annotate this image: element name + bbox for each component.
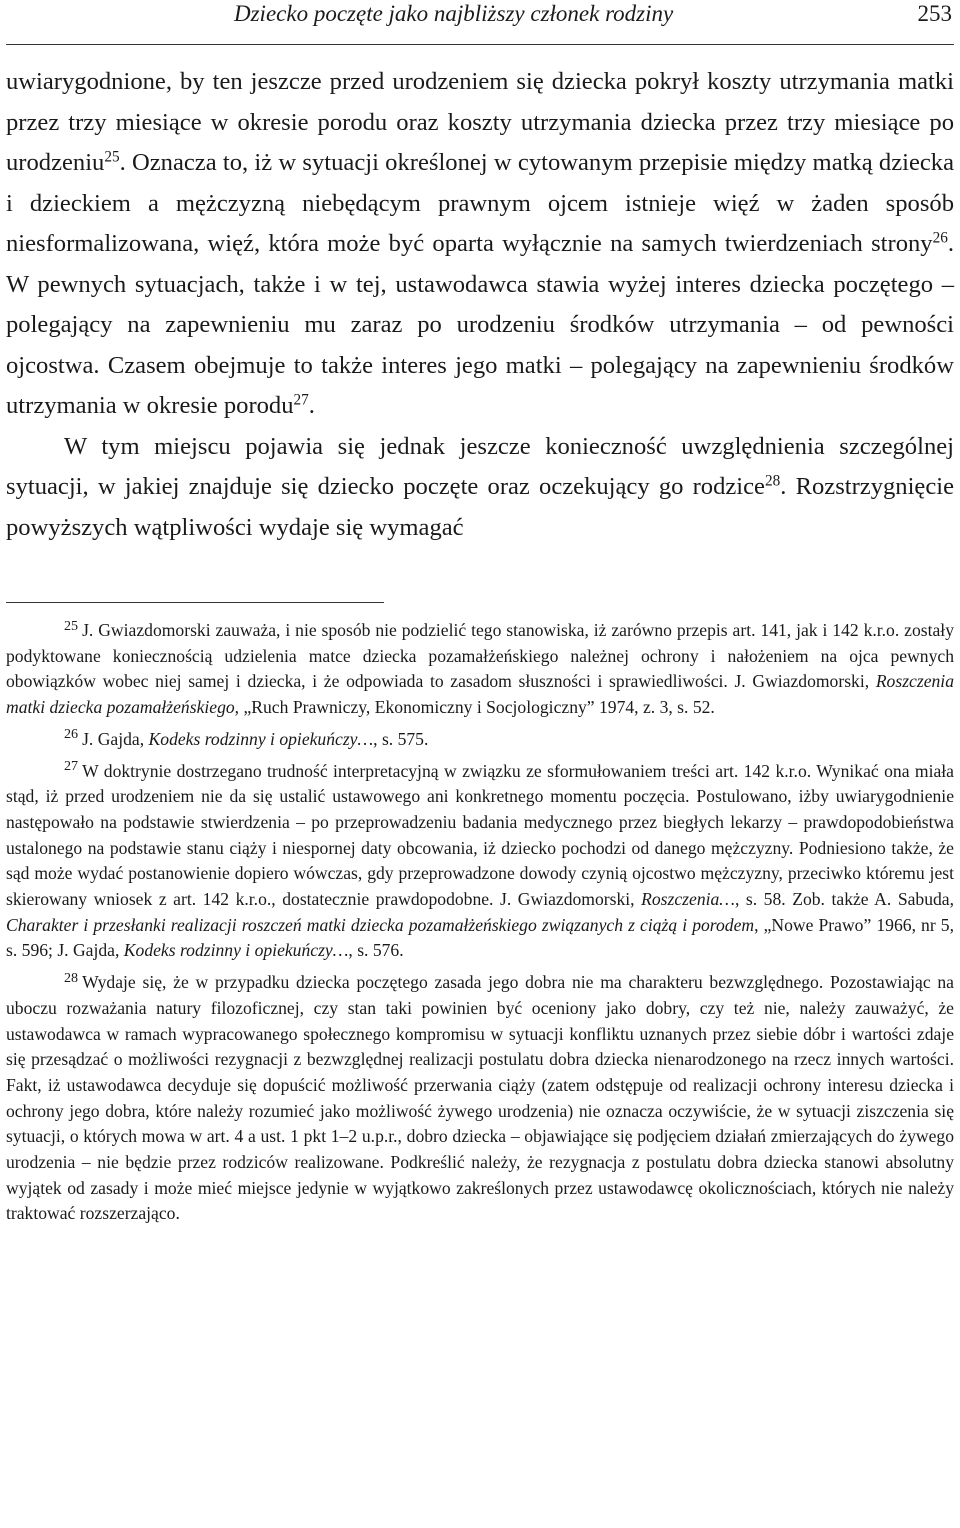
footnotes — [6, 618, 954, 1233]
text-span: uwiarygodnione, by ten jeszcze przed urodzeniem się dziecka pokrył koszty utrzymania matki przez trzy miesiące w okresie porodu oraz koszty utrzymania dziecka przez trzy miesiące po urodzeniu — [6, 68, 954, 176]
running-title: Dziecko poczęte jako najbliższy członek rodziny — [234, 1, 674, 26]
text-span: J. Gajda, — [82, 728, 149, 749]
text-span: . Rozstrzygnięcie powyższych wątpliwości wydaje się wymagać — [6, 473, 955, 541]
footnote-26 — [6, 727, 954, 753]
footnote-ref[interactable]: 28 — [764, 472, 781, 490]
text-span: J. Gwiazdomorski zauważa, i nie sposób nie podzielić tego stanowiska, iż zarówno przepis art. 141, jak i 142 k.r.o. zostały podyktowane koniecznością udzielenia matce dziecka pozamałżeńskiego należnej ochrony i nałożeniem na ojca pewnych obowiązków wobec niej samej i dziecka, i że odpowiada to zasadom słuszności i sprawiedliwości. J. Gwiazdomorski, — [6, 620, 954, 692]
footnote-ref[interactable]: 27 — [293, 391, 309, 409]
citation-title: Kodeks rodzinny i opiekuńczy… — [148, 728, 374, 749]
text-span: , s. 576. — [348, 940, 404, 961]
footnote-ref[interactable]: 25 — [104, 148, 120, 166]
footnote-number: 26 — [64, 726, 79, 743]
main-text — [6, 62, 954, 548]
footnote-27 — [6, 759, 954, 965]
text-span: . W pewnych sytuacjach, także i w tej, ustawodawca stawia wyżej interes dziecka poczętego – polegający na zapewnieniu mu zaraz po urodzeniu środków utrzymania – od pewności ojcostwa. Czasem obejmuje to także interes jego matki – polegający na zapewnieniu środków utrzymania w okresie porodu — [6, 230, 954, 419]
footnote-ref[interactable]: 26 — [932, 229, 948, 247]
page-header — [6, 0, 954, 45]
footnote-25 — [6, 618, 954, 721]
citation-title: Roszczenia… — [641, 889, 735, 910]
page-number: 253 — [917, 1, 952, 26]
footnote-number: 27 — [64, 758, 79, 775]
text-span: , s. 575. — [373, 728, 429, 749]
text-span: , „Nowe Prawo” 1966, nr 5, s. 596; J. Gajda, — [6, 914, 954, 961]
footnote-28 — [6, 970, 954, 1227]
text-span: Wydaje się, że w przypadku dziecka poczętego zasada jego dobra nie ma charakteru bezwzględnego. Pozostawiając na uboczu rozważania natury filozoficznej, czy stan taki powinien być oceniony jako dobry, czy też nie, należy zauważyć, że ustawodawca w ramach wypracowanego społecznego kompromisu w sytuacji konfliktu uznanych przez siebie dóbr i wartości zdaje się przesądzać o możliwości rezygnacji z bezwzględnej realizacji postulatu dobra dziecka nienarodzonego na rzecz innych wartości. Fakt, iż ustawodawca decyduje się dopuścić możliwość przerwania ciąży (zatem odstępuje od realizacji ochrony interesu dziecka i ochrony jego dobra, które należy rozumieć jako możliwość żywego urodzenia) nie oznacza oczywiście, że w sytuacji ziszczenia się sytuacji, o których mowa w art. 4 a ust. 1 pkt 1–2 u.p.r., dobro dziecka – objawiające się podjęciem działań zmierzających do żywego urodzenia – nie będzie przez rodziców realizowane. Podkreślić należy, że rezygnacja z postulatu dobra dziecka stanowi absolutny wyjątek od zasady i może mieć miejsce jedynie w wyjątkowo zakreślonych przez ustawodawcę okolicznościach, których nie należy traktować rozszerzająco. — [6, 972, 954, 1224]
text-span: W doktrynie dostrzegano trudność interpretacyjną w związku ze sformułowaniem treści art. 142 k.r.o. Wynikać ona miała stąd, iż przed urodzeniem nie da się ustalić ustawowego ani konkretnego momentu poczęcia. Postulowano, iżby uwiarygodnienie następowało na podstawie stwierdzenia – po przeprowadzeniu badania medycznego przez biegłych lekarzy – prawdopodobieństwa ustalonego na podstawie stanu ciąży i niespornej daty obcowania, iż dziecko pochodzi od danego mężczyzny. Podniesiono także, że sąd może wydać postanowienie dopiero wówczas, gdy przeprowadzone dowody czynią ojcostwo mężczyzny, przeciwko któremu jest skierowany wniosek z art. 142 k.r.o., dostatecznie prawdopodobne. J. Gwiazdomorski, — [6, 760, 954, 910]
footnote-separator — [6, 602, 384, 603]
paragraph — [6, 62, 954, 427]
text-span: W tym miejscu pojawia się jednak jeszcze konieczność uwzględnienia szczególnej sytuacji, w jakiej znajduje się dziecko poczęte oraz oczekujący go rodzice — [6, 432, 954, 500]
text-span: , „Ruch Prawniczy, Ekonomiczny i Socjologiczny” 1974, z. 3, s. 52. — [234, 697, 715, 718]
citation-title: Kodeks rodzinny i opiekuńczy… — [123, 940, 349, 961]
footnote-number: 28 — [64, 969, 79, 986]
paragraph — [6, 427, 954, 549]
footnote-number: 25 — [64, 617, 79, 634]
text-span: , s. 58. Zob. także A. Sabuda, — [734, 889, 955, 910]
citation-title: Roszczenia matki dziecka pozamałżeńskiego — [6, 671, 954, 718]
text-span: . Oznacza to, iż w sytuacji określonej w cytowanym przepisie między matką dziecka i dzieckiem a mężczyzną niebędącym prawnym ojcem istnieje więź w żaden sposób niesformalizowana, więź, która może być oparta wyłącznie na samych twierdzeniach strony — [6, 149, 954, 257]
text-span: . — [308, 392, 315, 419]
citation-title: Charakter i przesłanki realizacji roszczeń matki dziecka pozamałżeńskiego związanych z ciążą i porodem — [6, 914, 755, 935]
